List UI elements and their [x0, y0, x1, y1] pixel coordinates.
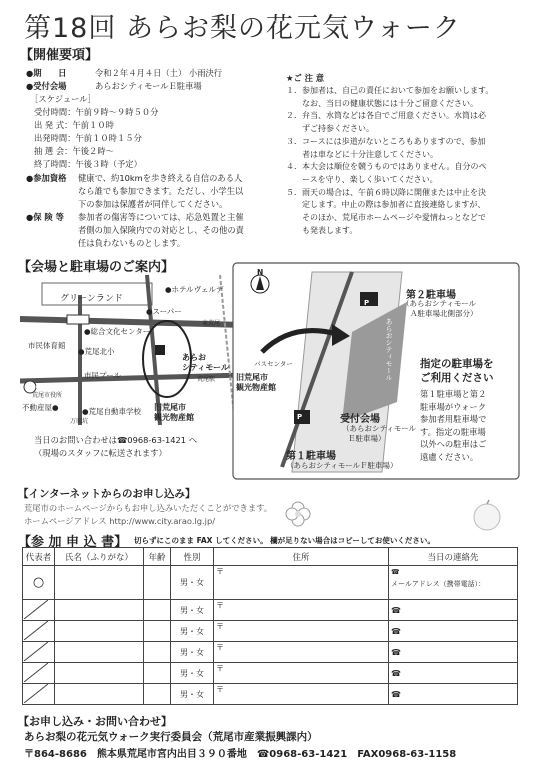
kanko-detail-label-1: 旧荒尾市: [236, 373, 268, 382]
contact-line-2: （現場のスタッフに転送されます）: [34, 448, 167, 458]
mall-vertical-label: あらおシティモール: [385, 318, 393, 381]
designated-line: 駐車場がウォーク: [420, 401, 487, 412]
arao-eki-label: 荒尾駅: [197, 376, 216, 383]
mail-label: メールアドレス（携帯電話）：: [391, 580, 486, 588]
flower-icon: [284, 500, 312, 528]
shiyakusho-label: 荒尾市役所: [32, 392, 63, 399]
parking-1-p: P: [297, 413, 303, 421]
gender-cell[interactable]: 男・女: [171, 566, 214, 600]
contact-cell[interactable]: ☎: [389, 684, 518, 705]
eligibility-line: 健康で、約10kmを歩き終える自信のある人: [78, 173, 243, 183]
application-note: 切らずにこのまま FAX してください。 欄が足りない場合はコピーしてお使いください。: [134, 536, 435, 545]
mall-label-2: シティモール: [182, 363, 229, 372]
age-cell[interactable]: [144, 642, 171, 663]
age-cell[interactable]: [144, 600, 171, 621]
gender-cell[interactable]: 男・女: [171, 642, 214, 663]
contact-cell[interactable]: ☎: [389, 600, 518, 621]
culture-center-label: ●総合文化センター: [84, 327, 151, 336]
note-line: ずご持参ください。: [286, 124, 374, 134]
venue-label: ●受付会場: [26, 81, 67, 91]
date-value: 令和２年４月４日（土） 小雨決行: [95, 68, 223, 78]
mall-marker: [155, 345, 165, 355]
fudosan-label: 不動産屋●: [22, 403, 59, 412]
application-table: [22, 547, 518, 705]
notes-heading: ★ご 注 意: [286, 73, 325, 83]
col-contact: 当日の連絡先: [389, 548, 518, 566]
address-cell[interactable]: 〒: [214, 663, 389, 684]
age-cell[interactable]: [144, 566, 171, 600]
rep-cell[interactable]: [23, 621, 55, 642]
insurance-line: 任は負わないものとします。: [78, 238, 186, 248]
parking-2-sub-2: Ａ駐車場北側部分）: [410, 309, 478, 318]
table-row[interactable]: [23, 566, 518, 600]
table-row[interactable]: [23, 684, 518, 705]
designated-heading-1: 指定の駐車場を: [420, 358, 494, 370]
col-age: 年齢: [144, 548, 171, 566]
city-gym-label: 市民体育館: [28, 341, 66, 350]
rep-cell[interactable]: [23, 663, 55, 684]
reception-sub-1: （あらおシティモール: [342, 424, 416, 433]
manda-label: 万田坑: [70, 418, 89, 425]
map-heading: 【会場と駐車場のご案内】: [18, 260, 175, 275]
rep-mark[interactable]: ○: [23, 566, 55, 600]
parking-2-sub-1: （あらおシティモール: [402, 299, 476, 308]
note-line: なお、当日の健康状態には十分ご留意ください。: [286, 98, 478, 108]
col-gender: 性別: [171, 548, 214, 566]
eligibility-label: ●参加資格: [26, 173, 67, 183]
parking-1-title: 第１駐車場: [286, 451, 336, 462]
schedule-label: ［スケジュール］: [30, 94, 96, 104]
internet-line-1: 荒尾市のホームページからもお申し込みいただくことができます。: [24, 503, 273, 513]
internet-line-2: ホームページアドレス http://www.city.arao.lg.jp/: [24, 516, 216, 526]
kanko-label-2: 観光物産館: [154, 413, 194, 422]
date-label: ●期 日: [26, 68, 67, 78]
note-line: ４．本大会は順位を競うものではありません。自分のペ: [286, 162, 487, 172]
name-cell[interactable]: [55, 621, 144, 642]
insurance-line: 参加者の傷害等については、応急処置と主催: [78, 212, 244, 222]
inquiry-heading: 【お申し込み・お問い合わせ】: [18, 715, 172, 728]
note-line: 者は車などに十分注意してください。: [286, 149, 438, 159]
table-row[interactable]: [23, 642, 518, 663]
schedule-item: 出発時間：午前１０時１５分: [34, 133, 142, 143]
north-label: N: [257, 268, 264, 277]
table-row[interactable]: [23, 600, 518, 621]
gender-cell[interactable]: 男・女: [171, 621, 214, 642]
application-heading: 【参 加 申 込 書】: [18, 535, 128, 550]
super-label: ●スーパー: [146, 307, 182, 316]
table-row[interactable]: [23, 621, 518, 642]
contact-line-1: 当日のお問い合わせは☎0968-63-1421 へ: [34, 435, 198, 445]
address-cell[interactable]: 〒: [214, 642, 389, 663]
note-line: ３．コースには歩道がないところもありますので、参加: [286, 136, 486, 146]
road-126-label: 126: [28, 384, 40, 391]
arao-kita-label: ●荒尾北小: [78, 347, 115, 356]
designated-line: 遠慮ください。: [420, 451, 479, 462]
designated-heading-2: ご利用ください: [420, 372, 494, 384]
higashi-label: 東荒尾: [202, 320, 221, 327]
age-cell[interactable]: [144, 621, 171, 642]
col-representative: 代表者: [23, 548, 55, 566]
note-line: ５．雨天の場合は、午前６時以降に開催または中止を決: [286, 187, 486, 197]
address-cell[interactable]: 〒: [214, 684, 389, 705]
name-cell[interactable]: [55, 566, 144, 600]
note-line: 定します。中止の際は参加者に直接連絡しますが、: [286, 200, 486, 210]
kanko-detail-label-2: 観光物産館: [236, 383, 276, 392]
schedule-item: 抽 選 会：午後２時〜: [34, 146, 114, 156]
contact-cell[interactable]: ☎: [389, 621, 518, 642]
reception-title: 受付会場: [340, 414, 380, 425]
contact-cell[interactable]: ☎: [389, 663, 518, 684]
schedule-item: 終了時間：午後３時（予定）: [34, 159, 142, 169]
note-line: ２．弁当、水筒などは各自でご用意ください。水筒は必: [286, 111, 486, 121]
address-cell[interactable]: 〒: [214, 566, 389, 600]
notes-list: [286, 85, 493, 237]
name-cell[interactable]: [55, 600, 144, 621]
name-cell[interactable]: [55, 642, 144, 663]
col-name: 氏名（ふりがな）: [55, 548, 144, 566]
schedule-item: 出 発 式：午前１０時: [34, 120, 114, 130]
city-pool-label: 市民プール: [84, 371, 122, 380]
address-cell[interactable]: 〒: [214, 621, 389, 642]
road-314-label: 314: [72, 316, 88, 325]
greenland-label: グリーンランド: [60, 294, 123, 304]
rep-cell[interactable]: [23, 642, 55, 663]
parking-2-title: 第２駐車場: [406, 290, 456, 301]
parking-2-p: P: [364, 299, 370, 307]
name-cell[interactable]: [55, 684, 144, 705]
rep-cell[interactable]: [23, 684, 55, 705]
internet-heading: 【インターネットからのお申し込み】: [18, 488, 196, 500]
inquiry-org: あらお梨の花元気ウォーク実行委員会（荒尾市産業振興課内）: [24, 731, 318, 743]
contact-cell[interactable]: [389, 566, 518, 600]
contact-cell[interactable]: ☎: [389, 642, 518, 663]
gender-cell[interactable]: 男・女: [171, 600, 214, 621]
table-row[interactable]: [23, 663, 518, 684]
designated-line: 以外への駐車はご: [420, 439, 487, 450]
designated-line: 第１駐車場と第２: [420, 389, 487, 399]
eligibility-line: 下の参加は保護者が同伴してください。: [78, 199, 228, 209]
rep-cell[interactable]: [23, 600, 55, 621]
gender-cell[interactable]: 男・女: [171, 684, 214, 705]
phone-icon: ☎: [391, 568, 400, 576]
note-line: １．参加者は、自己の責任において参加をお願いします。: [286, 86, 494, 95]
age-cell[interactable]: [144, 684, 171, 705]
page-title: 第18回 あらお梨の花元気ウォーク: [24, 13, 461, 44]
table-header-row: [23, 548, 518, 566]
bus-center-label: バスセンター: [254, 360, 293, 368]
insurance-line: 者側の加入保険内での対応とし、その他の責: [78, 225, 244, 235]
hotel-label: ●ホテルヴェルデ: [165, 285, 224, 294]
driving-school-label: ●荒尾自動車学校: [82, 407, 142, 416]
pear-icon: [470, 498, 504, 532]
age-cell[interactable]: [144, 663, 171, 684]
designated-body: [420, 388, 486, 464]
mall-label-1: あらお: [182, 353, 206, 362]
venue-value: あらおシティモールＥ駐車場: [95, 81, 202, 91]
note-line: そのほか、荒尾市ホームページや愛情ねっとなどで: [286, 213, 486, 223]
col-address: 住所: [214, 548, 389, 566]
parking-1-sub: （あらおシティモールＦ駐車場）: [286, 461, 398, 470]
gender-cell[interactable]: 男・女: [171, 663, 214, 684]
note-line: ースを守り、楽しく歩いてください。: [286, 174, 438, 184]
kanko-label-1: 旧荒尾市: [154, 403, 186, 412]
reception-sub-2: Ｅ駐車場）: [348, 434, 386, 443]
designated-line: す。指定の駐車場: [420, 426, 486, 437]
note-line: も発表します。: [286, 225, 358, 235]
overview-heading: 【開催要項】: [20, 48, 99, 63]
inquiry-address: 〒864-8686 熊本県荒尾市宮内出目３９０番地 ☎0968-63-1421 FAX0968-63-1158: [24, 749, 457, 760]
insurance-label: ●保 険 等: [26, 212, 64, 222]
eligibility-line: なら誰でも参加できます。ただし、小学生以: [78, 186, 244, 196]
address-cell[interactable]: 〒: [214, 600, 389, 621]
designated-line: 参加者用駐車場で: [420, 414, 487, 425]
name-cell[interactable]: [55, 663, 144, 684]
schedule-item: 受付時間：午前９時〜９時５０分: [34, 107, 159, 117]
